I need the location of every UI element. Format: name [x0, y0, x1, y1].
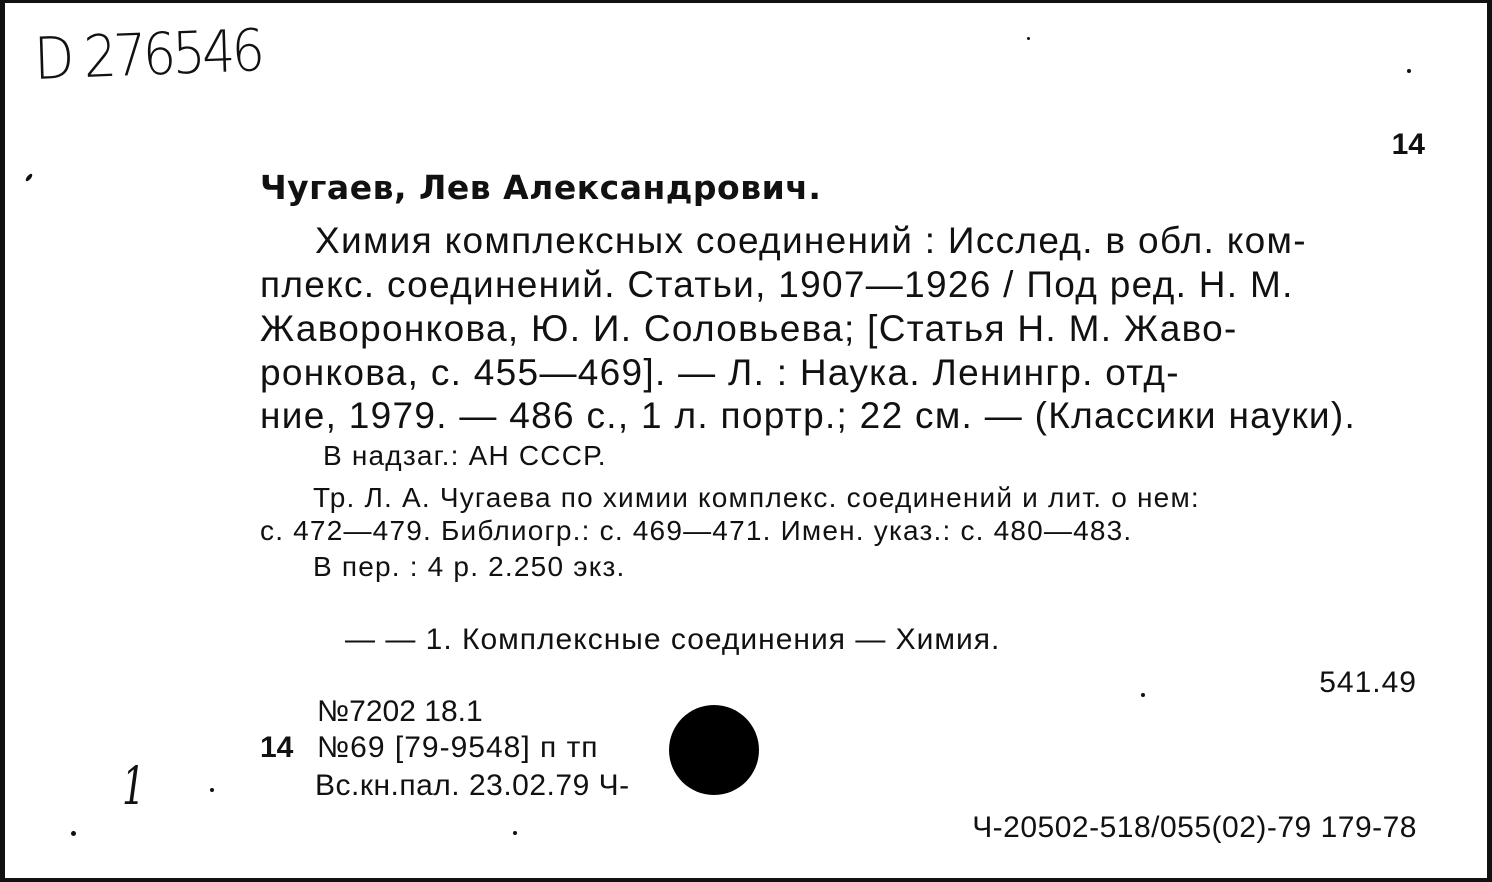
print-info-line: Вс.кн.пал. 23.02.79 Ч-	[315, 769, 630, 802]
note-line: с. 472—479. Библиогр.: с. 469—471. Имен. указ.: с. 480—483.	[260, 515, 1133, 546]
classification-code: Ч-20502-518/055(02)-79 179-78	[972, 811, 1417, 844]
speck	[513, 831, 517, 835]
title-line: Химия комплексных соединений : Исслед. в обл. ком-	[315, 220, 1307, 261]
udc-number: 541.49	[1319, 666, 1417, 699]
speck	[1027, 37, 1030, 40]
title-line: ронкова, с. 455—469]. — Л. : Наука. Ленингр. отд-	[260, 352, 1180, 393]
note-line: В надзаг.: АН СССР.	[323, 440, 607, 471]
note-line: Тр. Л. А. Чугаева по химии комплекс. соединений и лит. о нем:	[313, 482, 1200, 513]
speck	[25, 173, 34, 182]
title-line: плекс. соединений. Статьи, 1907—1926 / Под ред. Н. М.	[260, 264, 1294, 305]
handwritten-mark: 1	[121, 757, 146, 817]
punch-hole	[669, 705, 759, 795]
subject-heading: — — 1. Комплексные соединения — Химия.	[345, 623, 1001, 656]
author-heading: Чугаев, Лев Александрович.	[260, 168, 822, 207]
speck	[1407, 69, 1411, 73]
note-line: В пер. : 4 р. 2.250 экз.	[313, 551, 626, 582]
title-line: Жаворонкова, Ю. И. Соловьева; [Статья Н. М. Жаво-	[260, 308, 1238, 349]
title-line: ние, 1979. — 486 с., 1 л. портр.; 22 см. — (Классики науки).	[260, 395, 1357, 436]
print-info-prefix: 14	[260, 731, 294, 764]
print-info-line: №7202 18.1	[317, 695, 483, 728]
inventory-number: D 276546	[33, 16, 263, 93]
corner-number: 14	[1391, 128, 1425, 161]
print-info-line: №69 [79-9548] п тп	[317, 731, 599, 764]
speck	[1141, 693, 1145, 697]
speck	[71, 831, 76, 836]
speck	[210, 788, 214, 792]
